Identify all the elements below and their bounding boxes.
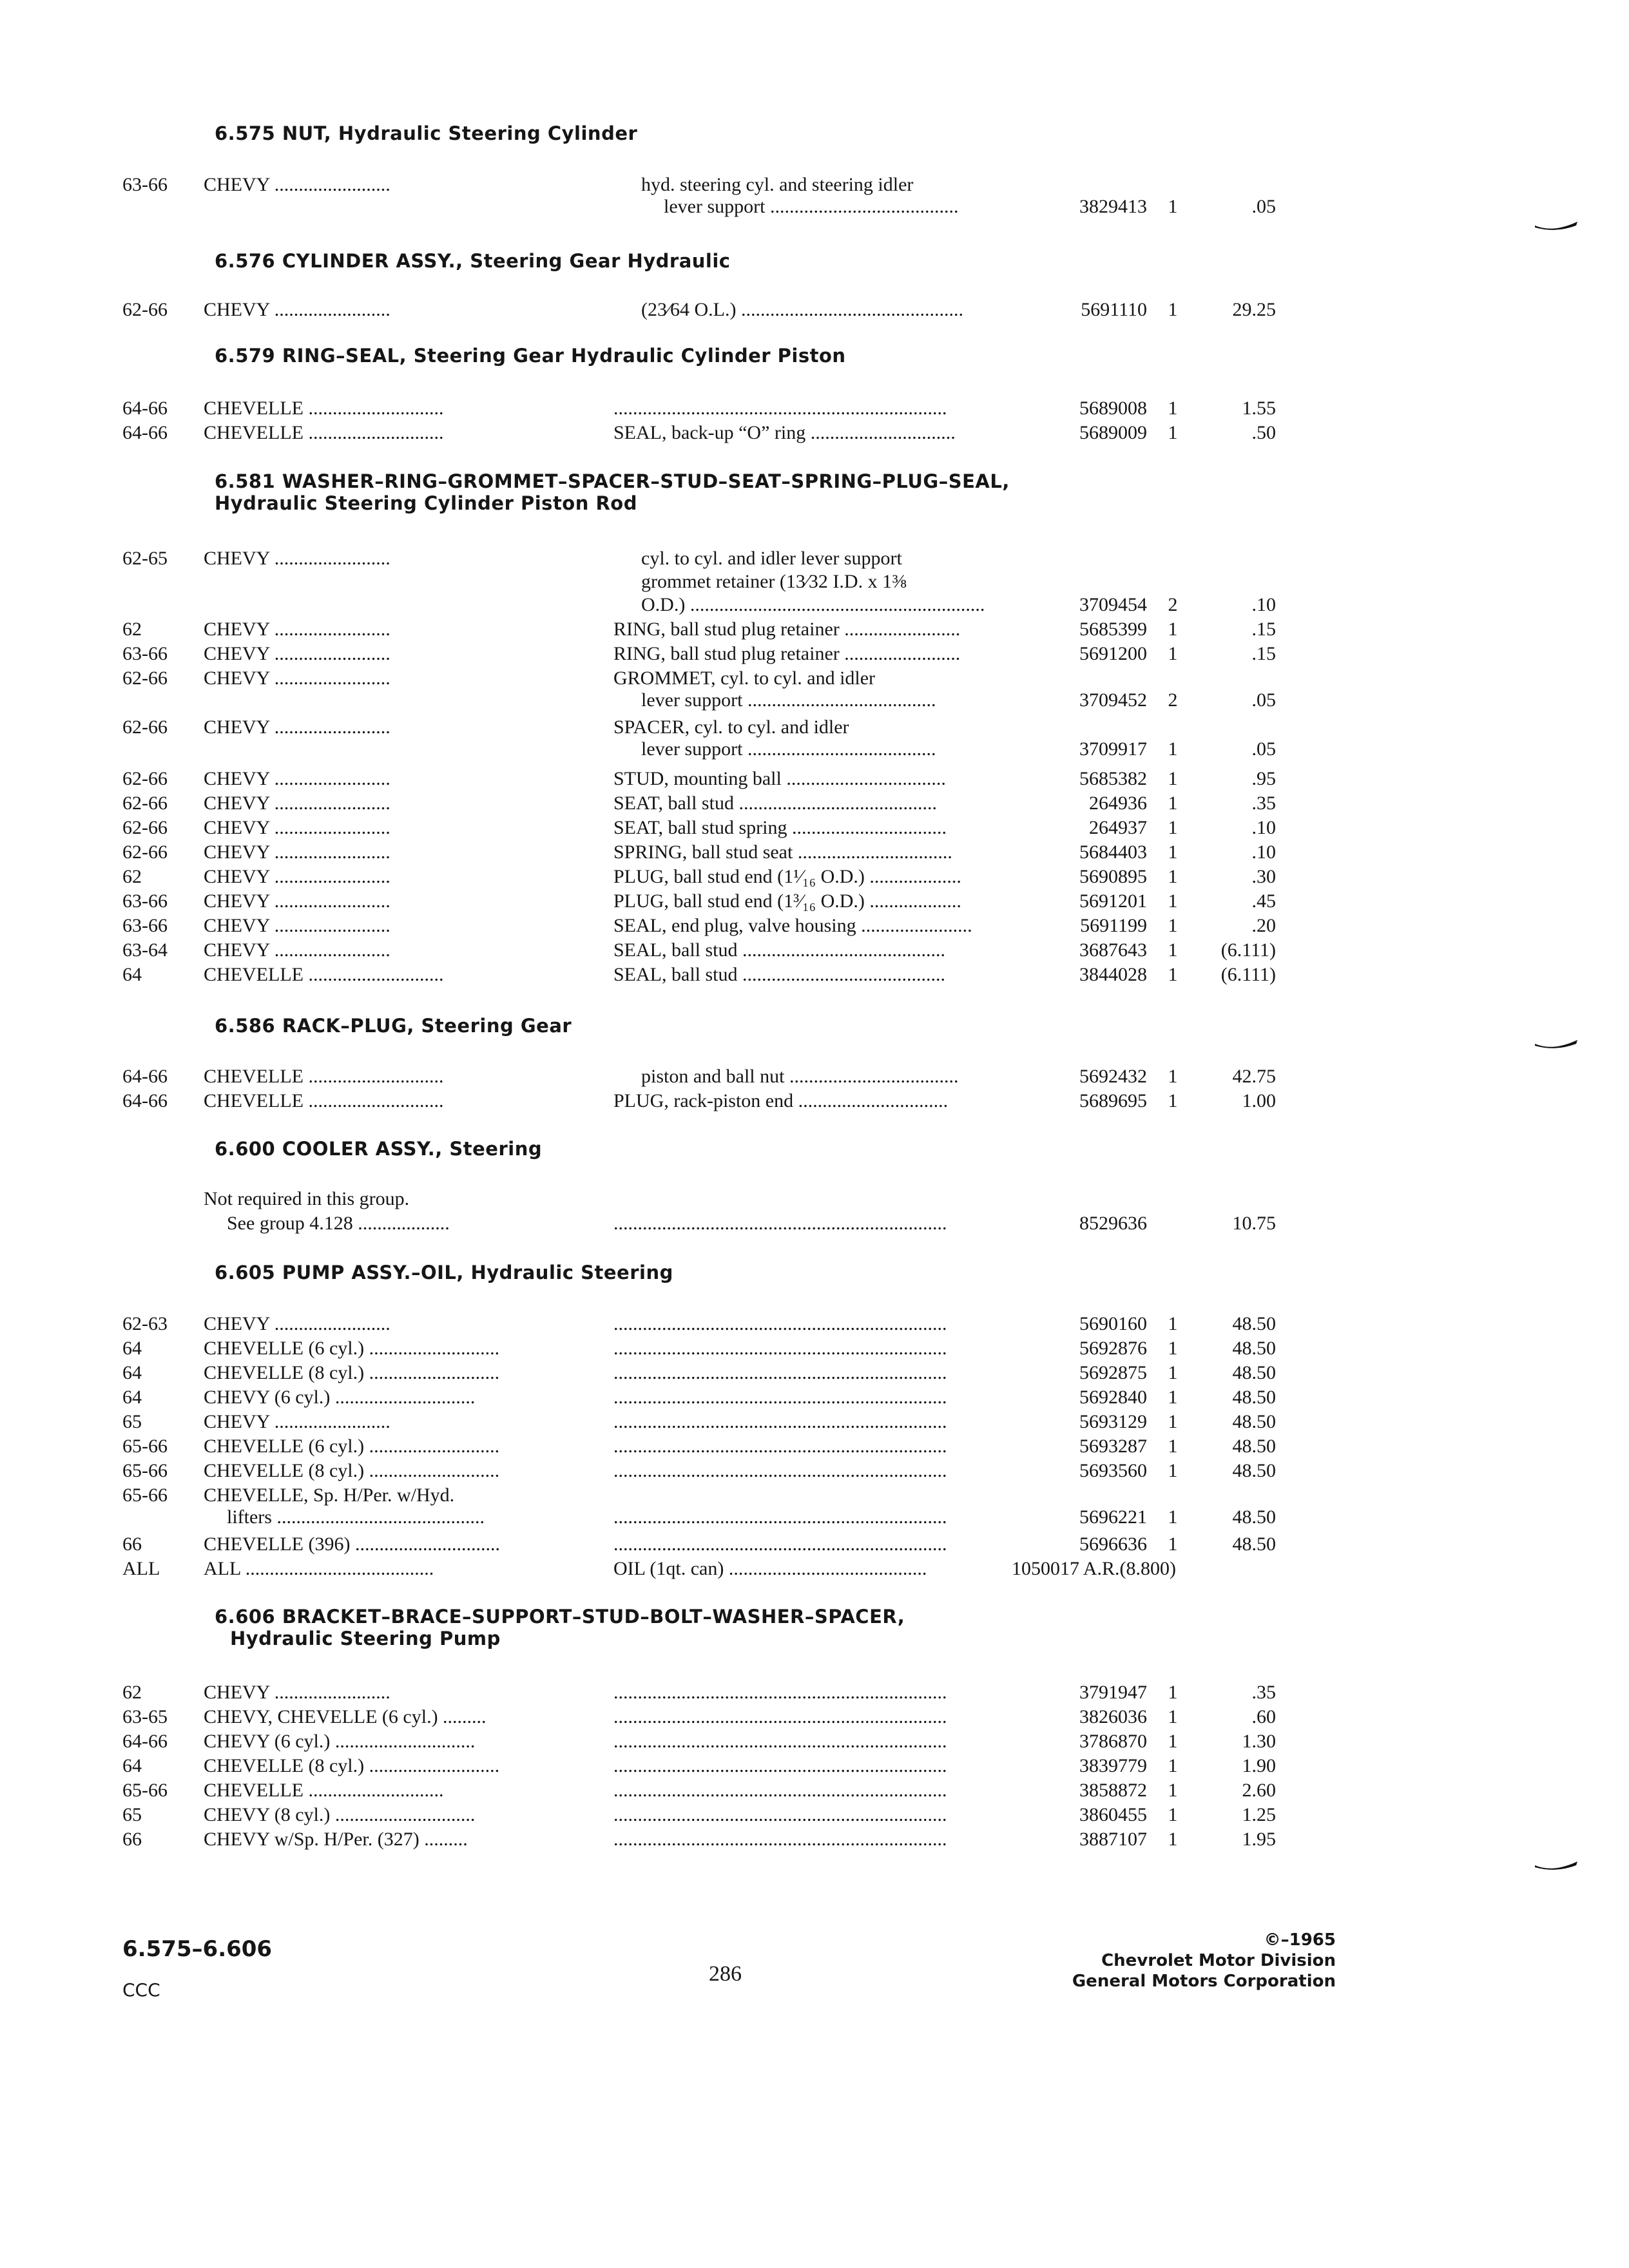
part-number-cell: 5692876 xyxy=(1079,1338,1147,1359)
part-number-cell: 5689695 xyxy=(1079,1090,1147,1111)
description-cell: SPACER, cyl. to cyl. and idler xyxy=(613,716,849,738)
part-number-cell: 5685382 xyxy=(1079,768,1147,789)
section-title: 6.575 NUT, Hydraulic Steering Cylinder xyxy=(215,122,638,144)
quantity-cell: 2 xyxy=(1168,594,1178,615)
quantity-cell: 1 xyxy=(1168,299,1178,320)
part-number-cell: 3709917 xyxy=(1079,738,1147,760)
quantity-cell: 1 xyxy=(1168,738,1178,760)
quantity-cell: 1 xyxy=(1168,619,1178,640)
description-cell: hyd. steering cyl. and steering idler xyxy=(641,174,914,195)
description-cell: STUD, mounting ball ................................. xyxy=(613,768,946,789)
quantity-cell: 1 xyxy=(1168,817,1178,838)
quantity-cell: 1 xyxy=(1168,398,1178,419)
quantity-cell: 1 xyxy=(1168,422,1178,443)
price-cell: 1.30 xyxy=(1242,1731,1276,1752)
quantity-cell: 1 xyxy=(1168,1411,1178,1432)
model-cell: CHEVELLE (8 cyl.) ........................... xyxy=(204,1362,500,1383)
part-number-cell: 5689009 xyxy=(1079,422,1147,443)
section-heading-6605 xyxy=(215,1262,673,1283)
section-heading-6575 xyxy=(215,122,637,144)
model-cell: CHEVY ........................ xyxy=(204,299,390,320)
price-cell: 10.75 xyxy=(1232,1213,1276,1234)
section-heading-6600 xyxy=(215,1138,542,1160)
model-cell: CHEVY ........................ xyxy=(204,1411,390,1432)
quantity-cell: 1 xyxy=(1168,1460,1178,1481)
quantity-cell: 1 xyxy=(1168,1436,1178,1457)
price-cell: 1.95 xyxy=(1242,1829,1276,1850)
price-cell: 48.50 xyxy=(1232,1387,1276,1408)
description-cell: O.D.) ............................................................. xyxy=(641,594,985,615)
part-number-cell: 5696636 xyxy=(1079,1533,1147,1555)
year-cell: 62-66 xyxy=(122,668,168,689)
section-heading-6579 xyxy=(215,345,846,367)
description-cell: SEAT, ball stud spring ................................ xyxy=(613,817,947,838)
quantity-cell: 1 xyxy=(1168,1731,1178,1752)
price-cell: .05 xyxy=(1251,196,1276,217)
year-cell: 65 xyxy=(122,1804,142,1825)
description-cell: ..................................................................... xyxy=(613,1804,947,1825)
part-number-cell: 5691201 xyxy=(1079,890,1147,912)
quantity-cell: 1 xyxy=(1168,841,1178,863)
quantity-cell: 1 xyxy=(1168,866,1178,887)
part-number-cell: 264937 xyxy=(1089,817,1147,838)
part-number-cell: 3829413 xyxy=(1079,196,1147,217)
copyright-block xyxy=(1072,1930,1336,1992)
quantity-cell: 1 xyxy=(1168,915,1178,936)
section-title: 6.586 RACK–PLUG, Steering Gear xyxy=(215,1015,572,1037)
part-number-cell: 3791947 xyxy=(1079,1682,1147,1703)
price-cell: .10 xyxy=(1251,841,1276,863)
description-cell: OIL (1qt. can) ......................................... xyxy=(613,1558,927,1579)
description-cell: ..................................................................... xyxy=(613,1362,947,1383)
section-title: 6.579 RING–SEAL, Steering Gear Hydraulic Cylinder Piston xyxy=(215,345,846,367)
binding-tick-mark-icon xyxy=(1534,1037,1579,1052)
quantity-cell: 1 xyxy=(1168,1090,1178,1111)
model-cell: CHEVY ........................ xyxy=(204,619,390,640)
section-title: 6.581 WASHER–RING–GROMMET–SPACER–STUD–SEAT–SPRING–PLUG–SEAL, xyxy=(215,470,1010,492)
year-cell: 62-66 xyxy=(122,817,168,838)
description-cell: PLUG, ball stud end (1³⁄₁₆ O.D.) ................... xyxy=(613,890,961,912)
year-cell: 62 xyxy=(122,1682,142,1703)
page-number: 286 xyxy=(709,1962,742,1986)
quantity-cell: 2 xyxy=(1168,689,1178,711)
description-cell: ..................................................................... xyxy=(613,1780,947,1801)
year-cell: ALL xyxy=(122,1558,160,1579)
description-cell: lever support ....................................... xyxy=(641,738,936,760)
price-cell: 48.50 xyxy=(1232,1338,1276,1359)
section-title: 6.606 BRACKET–BRACE–SUPPORT–STUD–BOLT–WASHER–SPACER, xyxy=(215,1606,905,1628)
description-cell: ..................................................................... xyxy=(613,1313,947,1334)
part-number-cell: 3844028 xyxy=(1079,964,1147,985)
description-cell: cyl. to cyl. and idler lever support xyxy=(641,548,902,569)
description-cell: lever support ....................................... xyxy=(641,689,936,711)
part-number-cell: 3860455 xyxy=(1079,1804,1147,1825)
part-number-cell: 5693560 xyxy=(1079,1460,1147,1481)
year-cell: 64-66 xyxy=(122,1731,168,1752)
model-cell: ALL ....................................... xyxy=(204,1558,434,1579)
quantity-cell: 1 xyxy=(1168,1755,1178,1776)
part-number-cell: 5692840 xyxy=(1079,1387,1147,1408)
year-cell: 66 xyxy=(122,1533,142,1555)
copyright-division: Chevrolet Motor Division xyxy=(1101,1951,1336,1970)
model-cell: CHEVY ........................ xyxy=(204,890,390,912)
copyright-year: ©–1965 xyxy=(1264,1930,1336,1950)
part-number-cell: 3709452 xyxy=(1079,689,1147,711)
year-cell: 62-66 xyxy=(122,299,168,320)
model-cell: CHEVY w/Sp. H/Per. (327) ......... xyxy=(204,1829,468,1850)
model-cell: CHEVELLE ............................ xyxy=(204,1090,444,1111)
part-number-cell: 5691200 xyxy=(1079,643,1147,664)
model-cell: See group 4.128 ................... xyxy=(227,1213,450,1234)
model-cell: CHEVY ........................ xyxy=(204,643,390,664)
year-cell: 64 xyxy=(122,964,142,985)
description-cell: SPRING, ball stud seat ................................ xyxy=(613,841,952,863)
price-cell: .30 xyxy=(1251,866,1276,887)
part-number-cell: 5692432 xyxy=(1079,1066,1147,1087)
price-cell: .45 xyxy=(1251,890,1276,912)
model-cell: CHEVELLE (6 cyl.) ........................... xyxy=(204,1338,500,1359)
year-cell: 64-66 xyxy=(122,1066,168,1087)
quantity-cell: 1 xyxy=(1168,939,1178,961)
section-subtitle: Hydraulic Steering Cylinder Piston Rod xyxy=(215,492,637,514)
part-number-cell: 5693287 xyxy=(1079,1436,1147,1457)
price-cell: 48.50 xyxy=(1232,1506,1276,1528)
description-cell: ..................................................................... xyxy=(613,398,947,419)
model-cell: CHEVY (6 cyl.) ............................. xyxy=(204,1731,476,1752)
section-heading-6581 xyxy=(215,470,1010,514)
model-cell: CHEVELLE, Sp. H/Per. w/Hyd. xyxy=(204,1485,455,1506)
section-heading-6576 xyxy=(215,250,731,272)
copyright-corporation: General Motors Corporation xyxy=(1072,1972,1336,1991)
year-cell: 65 xyxy=(122,1411,142,1432)
description-cell: ..................................................................... xyxy=(613,1338,947,1359)
price-cell: .15 xyxy=(1251,619,1276,640)
description-cell: SEAL, ball stud .......................................... xyxy=(613,964,945,985)
price-cell: (6.111) xyxy=(1220,939,1276,961)
model-cell: CHEVELLE (396) .............................. xyxy=(204,1533,500,1555)
price-cell: (6.111) xyxy=(1220,964,1276,985)
year-cell: 64-66 xyxy=(122,1090,168,1111)
binding-tick-mark-icon xyxy=(1534,219,1579,233)
price-cell: 48.50 xyxy=(1232,1436,1276,1457)
description-cell: ..................................................................... xyxy=(613,1682,947,1703)
year-cell: 62-66 xyxy=(122,841,168,863)
part-number-cell: 3887107 xyxy=(1079,1829,1147,1850)
part-number-cell: 5684403 xyxy=(1079,841,1147,863)
part-number-cell: 3687643 xyxy=(1079,939,1147,961)
quantity-cell: 1 xyxy=(1168,1682,1178,1703)
price-cell: .50 xyxy=(1251,422,1276,443)
note-cell: Not required in this group. xyxy=(204,1188,410,1209)
part-number-cell: 5685399 xyxy=(1079,619,1147,640)
model-cell: CHEVELLE ............................ xyxy=(204,1780,444,1801)
description-cell: piston and ball nut ................................... xyxy=(641,1066,959,1087)
description-cell: SEAL, end plug, valve housing ....................... xyxy=(613,915,972,936)
year-cell: 64-66 xyxy=(122,398,168,419)
price-cell: .05 xyxy=(1251,738,1276,760)
model-cell: CHEVELLE ............................ xyxy=(204,422,444,443)
model-cell: CHEVELLE (8 cyl.) ........................... xyxy=(204,1755,500,1776)
description-cell: lever support ....................................... xyxy=(664,196,959,217)
part-number-cell: 3826036 xyxy=(1079,1706,1147,1727)
part-qty-price-cell: 1050017 A.R.(8.800) xyxy=(1012,1558,1176,1579)
price-cell: 48.50 xyxy=(1232,1362,1276,1383)
quantity-cell: 1 xyxy=(1168,890,1178,912)
year-cell: 66 xyxy=(122,1829,142,1850)
description-cell: ..................................................................... xyxy=(613,1829,947,1850)
part-number-cell: 8529636 xyxy=(1079,1213,1147,1234)
part-number-cell: 3858872 xyxy=(1079,1780,1147,1801)
year-cell: 62-66 xyxy=(122,716,168,738)
binding-tick-mark-icon xyxy=(1534,1859,1579,1873)
year-cell: 65-66 xyxy=(122,1436,168,1457)
price-cell: .05 xyxy=(1251,689,1276,711)
description-cell: (23⁄64 O.L.) .............................................. xyxy=(641,299,963,320)
model-cell: CHEVY ........................ xyxy=(204,548,390,569)
quantity-cell: 1 xyxy=(1168,643,1178,664)
year-cell: 62 xyxy=(122,866,142,887)
section-title: 6.605 PUMP ASSY.–OIL, Hydraulic Steering xyxy=(215,1262,673,1283)
price-cell: .35 xyxy=(1251,1682,1276,1703)
section-subtitle: Hydraulic Steering Pump xyxy=(230,1628,501,1649)
part-number-cell: 5693129 xyxy=(1079,1411,1147,1432)
section-title: 6.576 CYLINDER ASSY., Steering Gear Hydraulic xyxy=(215,250,731,272)
price-cell: 1.55 xyxy=(1242,398,1276,419)
part-number-cell: 3839779 xyxy=(1079,1755,1147,1776)
section-heading-6586 xyxy=(215,1015,572,1037)
year-cell: 63-66 xyxy=(122,915,168,936)
description-cell: ..................................................................... xyxy=(613,1213,947,1234)
year-cell: 62-66 xyxy=(122,793,168,814)
description-cell: GROMMET, cyl. to cyl. and idler xyxy=(613,668,876,689)
price-cell: 1.00 xyxy=(1242,1090,1276,1111)
description-cell: ..................................................................... xyxy=(613,1387,947,1408)
year-cell: 62 xyxy=(122,619,142,640)
price-cell: .35 xyxy=(1251,793,1276,814)
price-cell: .10 xyxy=(1251,817,1276,838)
price-cell: 29.25 xyxy=(1232,299,1276,320)
part-number-cell: 264936 xyxy=(1089,793,1147,814)
year-cell: 63-66 xyxy=(122,890,168,912)
price-cell: 42.75 xyxy=(1232,1066,1276,1087)
description-cell: ..................................................................... xyxy=(613,1706,947,1727)
description-cell: PLUG, rack-piston end ............................... xyxy=(613,1090,949,1111)
model-cell: CHEVELLE ............................ xyxy=(204,964,444,985)
part-number-cell: 3786870 xyxy=(1079,1731,1147,1752)
description-cell: ..................................................................... xyxy=(613,1436,947,1457)
model-cell: CHEVY ........................ xyxy=(204,1682,390,1703)
model-cell: CHEVY ........................ xyxy=(204,174,390,195)
footer-code: CCC xyxy=(122,1979,160,2001)
quantity-cell: 1 xyxy=(1168,1829,1178,1850)
quantity-cell: 1 xyxy=(1168,1533,1178,1555)
price-cell: .60 xyxy=(1251,1706,1276,1727)
year-cell: 63-66 xyxy=(122,643,168,664)
model-cell: CHEVELLE (8 cyl.) ........................... xyxy=(204,1460,500,1481)
section-title: 6.600 COOLER ASSY., Steering xyxy=(215,1138,543,1160)
model-cell: CHEVY ........................ xyxy=(204,866,390,887)
price-cell: .20 xyxy=(1251,915,1276,936)
year-cell: 65-66 xyxy=(122,1780,168,1801)
description-cell: ..................................................................... xyxy=(613,1411,947,1432)
price-cell: 2.60 xyxy=(1242,1780,1276,1801)
year-cell: 62-66 xyxy=(122,768,168,789)
model-cell: CHEVELLE (6 cyl.) ........................... xyxy=(204,1436,500,1457)
model-cell: CHEVY ........................ xyxy=(204,768,390,789)
description-cell: ..................................................................... xyxy=(613,1506,947,1528)
model-cell: CHEVY ........................ xyxy=(204,793,390,814)
year-cell: 65-66 xyxy=(122,1460,168,1481)
description-cell: SEAL, back-up “O” ring .............................. xyxy=(613,422,956,443)
year-cell: 62-63 xyxy=(122,1313,168,1334)
quantity-cell: 1 xyxy=(1168,1387,1178,1408)
quantity-cell: 1 xyxy=(1168,964,1178,985)
model-cell: lifters ........................................... xyxy=(227,1506,485,1528)
description-cell: ..................................................................... xyxy=(613,1460,947,1481)
year-cell: 64 xyxy=(122,1362,142,1383)
description-cell: RING, ball stud plug retainer ........................ xyxy=(613,619,961,640)
quantity-cell: 1 xyxy=(1168,768,1178,789)
model-cell: CHEVY ........................ xyxy=(204,841,390,863)
price-cell: 48.50 xyxy=(1232,1313,1276,1334)
part-number-cell: 5691110 xyxy=(1081,299,1147,320)
description-cell: RING, ball stud plug retainer ........................ xyxy=(613,643,961,664)
description-cell: ..................................................................... xyxy=(613,1755,947,1776)
year-cell: 63-64 xyxy=(122,939,168,961)
model-cell: CHEVY ........................ xyxy=(204,915,390,936)
price-cell: 48.50 xyxy=(1232,1533,1276,1555)
price-cell: .95 xyxy=(1251,768,1276,789)
model-cell: CHEVELLE ............................ xyxy=(204,398,444,419)
model-cell: CHEVY ........................ xyxy=(204,817,390,838)
price-cell: .10 xyxy=(1251,594,1276,615)
year-cell: 64 xyxy=(122,1338,142,1359)
quantity-cell: 1 xyxy=(1168,1362,1178,1383)
description-cell: SEAL, ball stud .......................................... xyxy=(613,939,945,961)
quantity-cell: 1 xyxy=(1168,1313,1178,1334)
quantity-cell: 1 xyxy=(1168,793,1178,814)
model-cell: CHEVY ........................ xyxy=(204,1313,390,1334)
part-number-cell: 5692875 xyxy=(1079,1362,1147,1383)
model-cell: CHEVY ........................ xyxy=(204,939,390,961)
model-cell: CHEVY (6 cyl.) ............................. xyxy=(204,1387,476,1408)
part-number-cell: 3709454 xyxy=(1079,594,1147,615)
quantity-cell: 1 xyxy=(1168,1506,1178,1528)
quantity-cell: 1 xyxy=(1168,1706,1178,1727)
price-cell: 48.50 xyxy=(1232,1411,1276,1432)
price-cell: 1.25 xyxy=(1242,1804,1276,1825)
description-cell: ..................................................................... xyxy=(613,1533,947,1555)
part-number-cell: 5690895 xyxy=(1079,866,1147,887)
model-cell: CHEVY ........................ xyxy=(204,668,390,689)
section-range: 6.575–6.606 xyxy=(122,1936,273,1962)
model-cell: CHEVY ........................ xyxy=(204,716,390,738)
year-cell: 63-66 xyxy=(122,174,168,195)
part-number-cell: 5689008 xyxy=(1079,398,1147,419)
model-cell: CHEVY, CHEVELLE (6 cyl.) ......... xyxy=(204,1706,487,1727)
part-number-cell: 5691199 xyxy=(1080,915,1147,936)
quantity-cell: 1 xyxy=(1168,1066,1178,1087)
year-cell: 65-66 xyxy=(122,1485,168,1506)
year-cell: 63-65 xyxy=(122,1706,168,1727)
year-cell: 62-65 xyxy=(122,548,168,569)
quantity-cell: 1 xyxy=(1168,196,1178,217)
part-number-cell: 5696221 xyxy=(1079,1506,1147,1528)
model-cell: CHEVY (8 cyl.) ............................. xyxy=(204,1804,476,1825)
description-cell: grommet retainer (13⁄32 I.D. x 1⅜ xyxy=(641,571,907,592)
year-cell: 64 xyxy=(122,1387,142,1408)
year-cell: 64-66 xyxy=(122,422,168,443)
quantity-cell: 1 xyxy=(1168,1804,1178,1825)
section-heading-6606 xyxy=(215,1606,905,1649)
year-cell: 64 xyxy=(122,1755,142,1776)
part-number-cell: 5690160 xyxy=(1079,1313,1147,1334)
price-cell: 1.90 xyxy=(1242,1755,1276,1776)
quantity-cell: 1 xyxy=(1168,1338,1178,1359)
description-cell: ..................................................................... xyxy=(613,1731,947,1752)
quantity-cell: 1 xyxy=(1168,1780,1178,1801)
price-cell: 48.50 xyxy=(1232,1460,1276,1481)
description-cell: SEAT, ball stud ......................................... xyxy=(613,793,937,814)
model-cell: CHEVELLE ............................ xyxy=(204,1066,444,1087)
price-cell: .15 xyxy=(1251,643,1276,664)
description-cell: PLUG, ball stud end (1¹⁄₁₆ O.D.) ................... xyxy=(613,866,961,887)
